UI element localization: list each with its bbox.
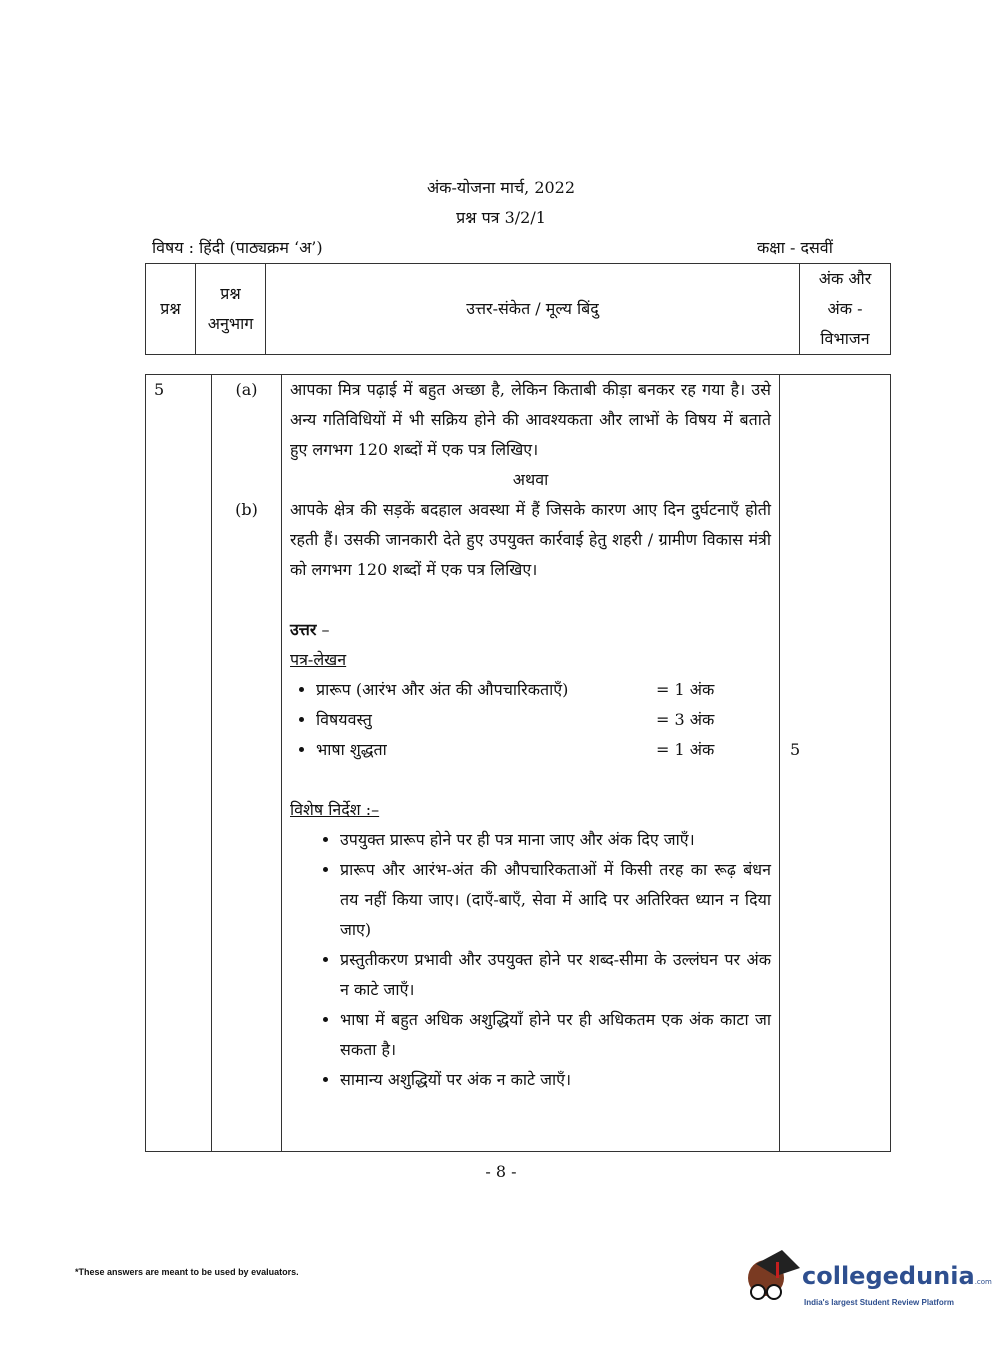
scheme-item-label: • भाषा शुद्धता — [316, 740, 387, 759]
question-number: 5 — [146, 375, 212, 1152]
scheme-item — [316, 735, 771, 765]
page-number: - 8 - — [485, 1162, 517, 1181]
answer-label — [290, 615, 771, 645]
answer-table — [145, 374, 891, 1152]
col-marks — [800, 264, 891, 355]
notes-heading: विशेष निर्देश :– — [290, 800, 380, 819]
col-marks-line3: विभाजन — [820, 329, 870, 348]
scheme-item — [316, 675, 771, 705]
col-marks-line1: अंक और — [818, 269, 872, 288]
logo-text — [802, 1262, 992, 1290]
answer-dash: – — [321, 620, 330, 639]
col-section-line2: अनुभाग — [207, 314, 254, 333]
doc-title: अंक-योजना मार्च, 2022 — [426, 178, 576, 197]
part-b: (b) — [235, 500, 258, 519]
scheme-item-marks: = 1 अंक — [656, 680, 715, 699]
scheme-item-marks: = 3 अंक — [656, 710, 715, 729]
question-a-text: आपका मित्र पढ़ाई में बहुत अच्छा है, लेकिन किताबी कीड़ा बनकर रह गया है। उसे अन्य गतिविधियों में भी सक्रिय होने की आवश्यकता और लाभों के विषय में बताते हुए लगभग 120 शब्दों में एक पत्र लिखिए। — [290, 380, 771, 459]
col-answer: उत्तर-संकेत / मूल्य बिंदु — [266, 264, 800, 355]
footer-note: *These answers are meant to be used by evaluators. — [75, 1267, 299, 1277]
col-section — [196, 264, 266, 355]
logo-name: collegedunia — [802, 1262, 975, 1290]
header-table — [145, 263, 891, 355]
mascot-icon — [742, 1248, 802, 1310]
logo-tagline: India's largest Student Review Platform — [804, 1298, 954, 1307]
answer-heading: पत्र-लेखन — [290, 650, 347, 669]
logo-suffix: .com — [974, 1278, 992, 1286]
part-cell — [212, 375, 282, 1152]
note-item: • प्रस्तुतीकरण प्रभावी और उपयुक्त होने पर शब्द-सीमा के उल्लंघन पर अंक न काटे जाएँ। — [340, 945, 771, 1005]
part-a: (a) — [235, 380, 258, 399]
class: कक्षा - दसवीं — [757, 238, 833, 257]
note-item: • भाषा में बहुत अधिक अशुद्धियाँ होने पर ही अधिकतम एक अंक काटा जा सकता है। — [340, 1005, 771, 1065]
or-text: अथवा — [512, 470, 549, 489]
scheme-list — [290, 675, 771, 765]
notes-list — [290, 825, 771, 1095]
scheme-item-label: • प्रारूप (आरंभ और अंत की औपचारिकताएँ) — [316, 680, 569, 699]
note-item: • उपयुक्त प्रारूप होने पर ही पत्र माना जाए और अंक दिए जाएँ। — [340, 825, 771, 855]
answer-cell — [282, 375, 780, 1152]
note-item: • सामान्य अशुद्धियों पर अंक न काटे जाएँ। — [340, 1065, 771, 1095]
paper-code: प्रश्न पत्र 3/2/1 — [456, 208, 546, 227]
collegedunia-logo — [742, 1248, 992, 1308]
question-b-text: आपके क्षेत्र की सड़कें बदहाल अवस्था में हैं जिसके कारण आए दिन दुर्घटनाएँ होती रहती हैं। उसकी जानकारी देते हुए उपयुक्त कार्रवाई हेतु शहरी / ग्रामीण विकास मंत्री को लगभग 120 शब्दों में एक पत्र लिखिए। — [290, 500, 771, 579]
subject: विषय : हिंदी (पाठ्यक्रम ‘अ’) — [152, 238, 323, 257]
scheme-item-marks: = 1 अंक — [656, 740, 715, 759]
scheme-item-label: • विषयवस्तु — [316, 710, 372, 729]
answer-label-text: उत्तर — [290, 620, 317, 639]
note-item: • प्रारूप और आरंभ-अंत की औपचारिकताओं में किसी तरह का रूढ़ बंधन तय नहीं किया जाए। (दाएँ-बाएँ, सेवा में आदि पर अतिरिक्त ध्यान न दिया जाए) — [340, 855, 771, 945]
col-marks-line2: अंक - — [827, 299, 863, 318]
col-question: प्रश्न — [146, 264, 196, 355]
scheme-item — [316, 705, 771, 735]
col-section-line1: प्रश्न — [220, 284, 241, 303]
marks-cell: 5 — [780, 375, 891, 1152]
